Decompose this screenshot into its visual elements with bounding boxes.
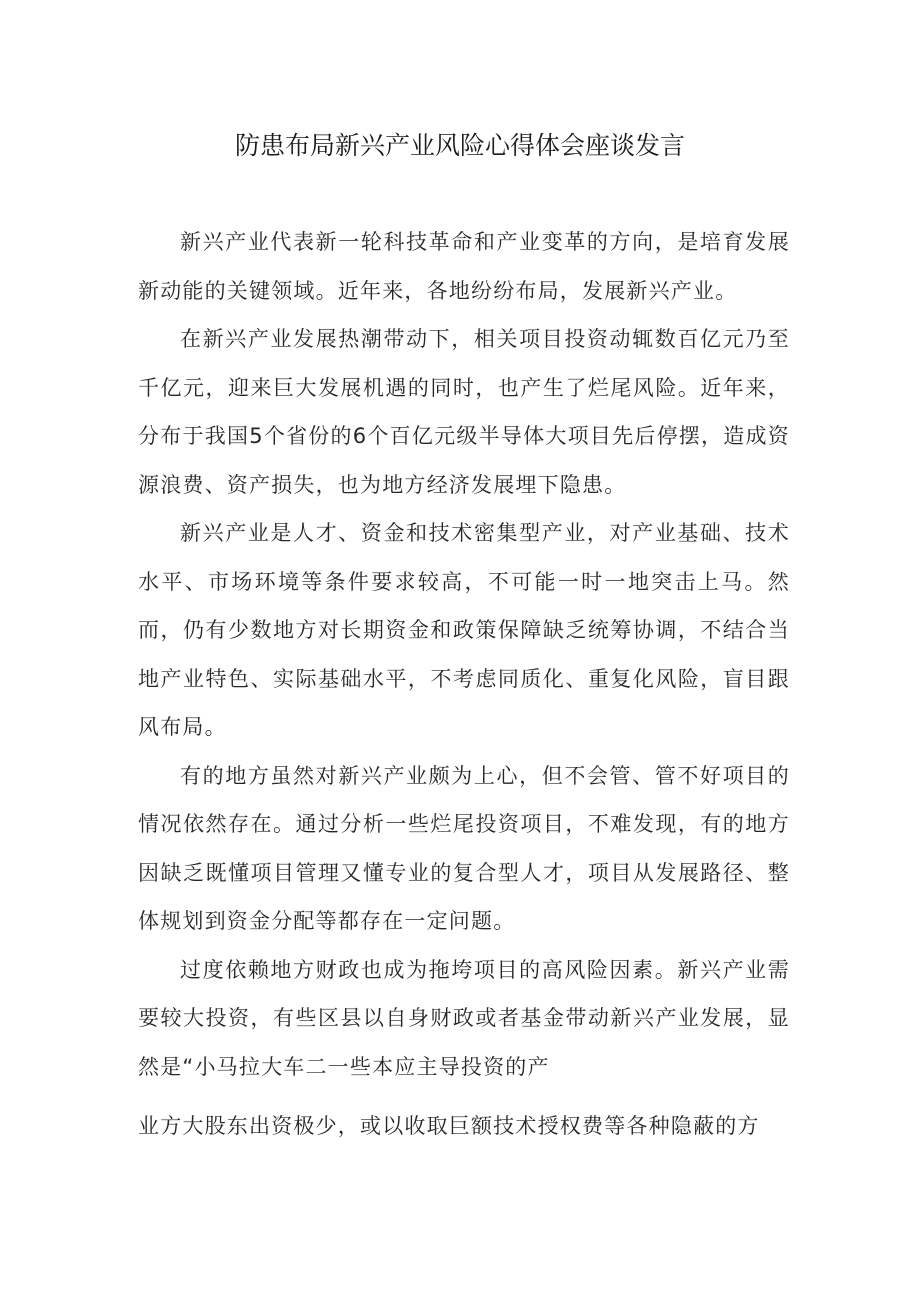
document-body: [138, 218, 790, 1091]
paragraph-3: 新兴产业是人才、资金和技术密集型产业，对产业基础、技术水平、市场环境等条件要求较高，不可能一时一地突击上马。然而，仍有少数地方对长期资金和政策保障缺乏统筹协调，不结合当地产业特色、实际基础水平，不考虑同质化、重复化风险，盲目跟风布局。: [138, 521, 790, 739]
paragraph-5: 过度依赖地方财政也成为拖垮项目的高风险因素。新兴产业需要较大投资，有些区县以自身财政或者基金带动新兴产业发展，显然是“小马拉大车二一些本应主导投资的产: [138, 957, 790, 1079]
continuation-line: 业方大股东出资极少，或以收取巨额技术授权费等各种隐蔽的方: [138, 1114, 760, 1138]
paragraph-4: 有的地方虽然对新兴产业颇为上心，但不会管、管不好项目的情况依然存在。通过分析一些烂尾投资项目，不难发现，有的地方因缺乏既懂项目管理又懂专业的复合型人才，项目从发展路径、整体规划到资金分配等都存在一定问题。: [138, 763, 790, 933]
paragraph-2: 在新兴产业发展热潮带动下，相关项目投资动辄数百亿元乃至千亿元，迎来巨大发展机遇的同时，也产生了烂尾风险。近年来，分布于我国5个省份的6个百亿元级半导体大项目先后停摆，造成资源浪费、资产损失，也为地方经济发展埋下隐患。: [138, 327, 790, 497]
paragraph-1: 新兴产业代表新一轮科技革命和产业变革的方向，是培育发展新动能的关键领域。近年来，各地纷纷布局，发展新兴产业。: [138, 230, 790, 303]
document-title: 防患布局新兴产业风险心得体会座谈发言: [234, 131, 685, 160]
